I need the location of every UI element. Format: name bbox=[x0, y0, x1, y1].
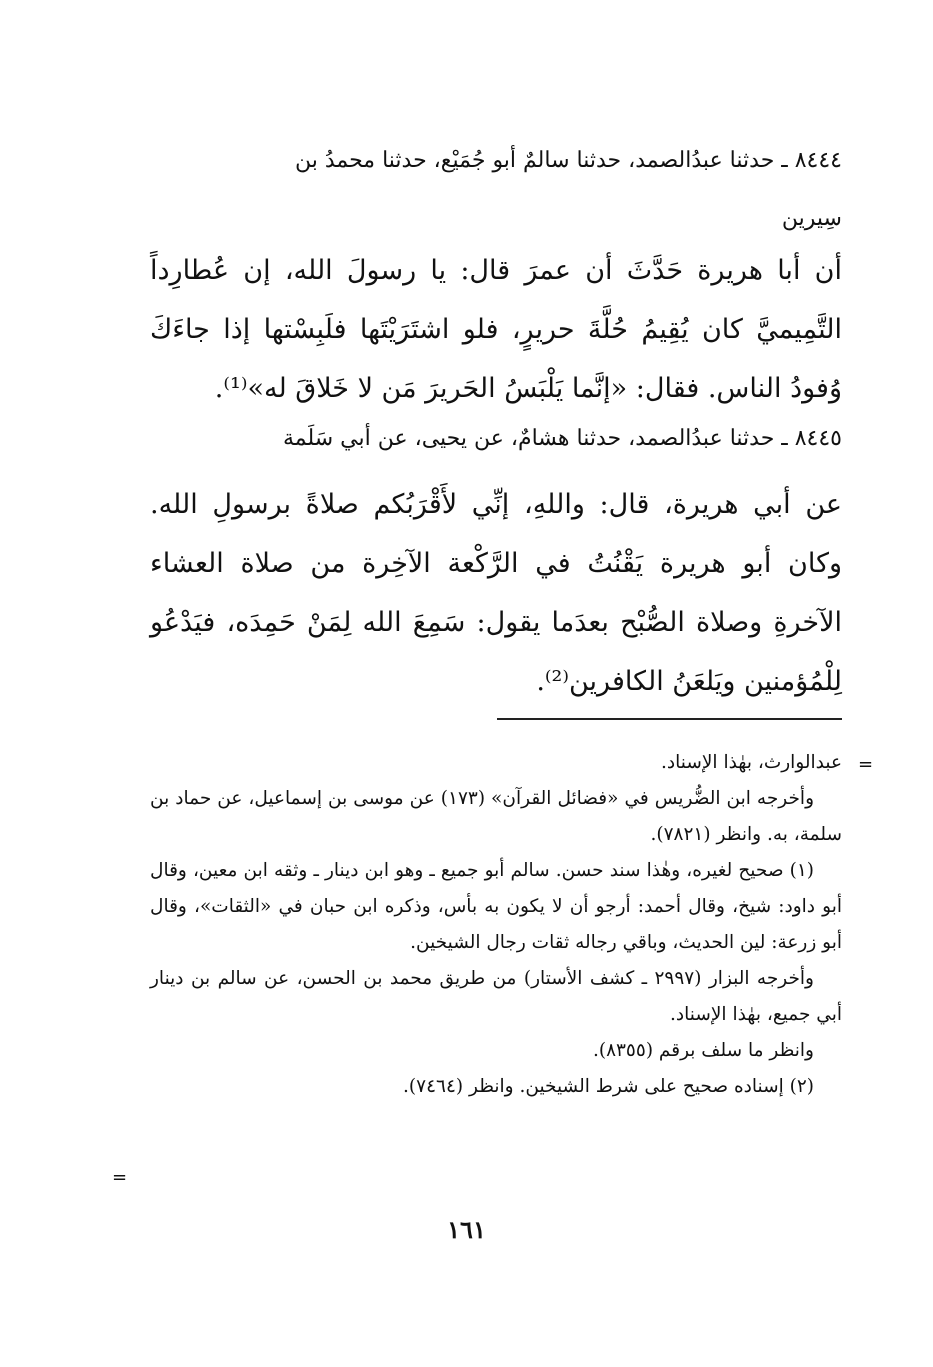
page-number: ١٦١ bbox=[447, 1215, 486, 1244]
footnote-1-see-also: وانظر ما سلف برقم (٨٣٥٥). bbox=[592, 1040, 814, 1061]
hadith-8444-isnad-line1: ٨٤٤٤ ـ حدثنا عبدُالصمد، حدثنا سالمٌ أبو جُمَيْع، حدثنا محمدُ بن bbox=[294, 148, 842, 173]
footnote-continuation-line: عبدالوارث، بهٰذا الإسناد. bbox=[661, 752, 842, 773]
footnote-next-page-mark: = bbox=[112, 1167, 128, 1188]
footnote-1-takhrij: وأخرجه البزار (٢٩٩٧ ـ كشف الأستار) من طريق محمد بن الحسن، عن سالم بن دينار أبي جميع، بهٰذا الإسناد. bbox=[150, 968, 842, 1025]
hadith-8445-isnad: ٨٤٤٥ ـ حدثنا عبدُالصمد، حدثنا هشامٌ، عن يحيى، عن أبي سَلَمة bbox=[282, 426, 842, 451]
footnote-separator bbox=[497, 718, 842, 720]
hadith-8444-isnad bbox=[150, 132, 842, 248]
hadith-8444-matn: أن أبا هريرة حَدَّثَ أن عمرَ قال: يا رسولَ الله، إن عُطارِداً التَّمِيميَّ كان يُقِيمُ حُلَّةَ حريرٍ، فلو اشتَرَيْتَها فلَبِسْتها إذا جاءَكَ وُفودُ الناس. فقال: «إنَّما يَلْبَسُ الحَريرَ مَن لا خَلاقَ له»⁽¹⁾. bbox=[150, 255, 842, 404]
footnote-continuation-mark: = bbox=[858, 754, 874, 775]
hadith-8444-isnad-line2: سِيرين bbox=[781, 206, 842, 231]
hadith-8445-matn: عن أبي هريرة، قال: واللهِ، إنِّي لأَقْرَبُكم صلاةً برسولِ الله. وكان أبو هريرة يَقْنُتُ في الرَّكْعة الآخِرة من صلاة العشاء الآخرةِ وصلاة الصُّبْح بعدَما يقول: سَمِعَ الله لِمَنْ حَمِدَه، فيَدْعُو لِلْمُؤمنين ويَلعَنُ الكافرين⁽²⁾. bbox=[150, 489, 842, 697]
footnote-1-grade: (١) صحيح لغيره، وهٰذا سند حسن. سالم أبو جميع ـ وهو ابن دينار ـ وثقه ابن معين، وقال أبو داود: شيخ، وقال أحمد: أرجو أن لا يكون به بأس، وذكره ابن حبان في «الثقات»، وقال أبو زرعة: لين الحديث، وباقي رجاله ثقات رجال الشيخين. bbox=[150, 860, 842, 953]
footnotes bbox=[150, 745, 842, 1105]
footnote-continuation-takhrij: وأخرجه ابن الضُّريس في «فضائل القرآن» (١٧٣) عن موسى بن إسماعيل، عن حماد بن سلمة، به. وانظر (٧٨٢١). bbox=[150, 788, 842, 845]
footnote-2: (٢) إسناده صحيح على شرط الشيخين. وانظر (٧٤٦٤). bbox=[403, 1076, 814, 1097]
